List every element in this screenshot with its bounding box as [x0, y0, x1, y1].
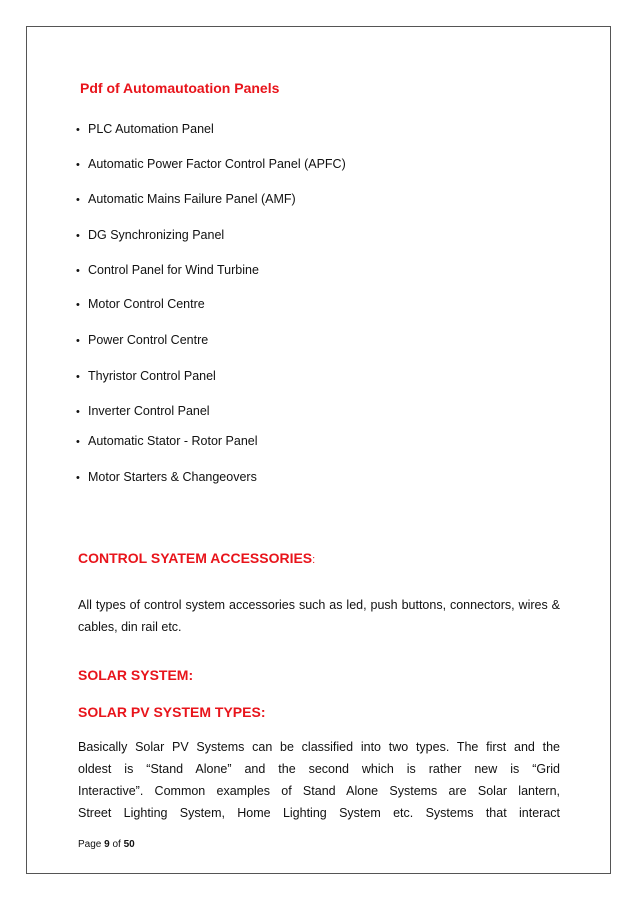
paragraph-line: Basically Solar PV Systems can be classified into two types. The first and the — [78, 740, 560, 754]
paragraph-line: Street Lighting System, Home Lighting System etc. Systems that interact — [78, 806, 560, 820]
list-item — [76, 122, 214, 136]
footer-total-pages: 50 — [123, 839, 135, 850]
list-item-label: Control Panel for Wind Turbine — [88, 263, 259, 277]
solar-types-heading: SOLAR PV SYSTEM TYPES: — [78, 704, 266, 720]
list-item — [76, 434, 258, 448]
footer-page-label: Page — [78, 839, 102, 850]
paragraph-line: oldest is “Stand Alone” and the second which is rather new is “Grid — [78, 762, 560, 776]
list-item — [76, 404, 210, 418]
list-item-label: Automatic Power Factor Control Panel (APFC) — [88, 157, 346, 171]
list-item — [76, 192, 296, 206]
accessories-heading-colon: : — [312, 554, 316, 566]
list-item-label: Inverter Control Panel — [88, 404, 210, 418]
list-item-label: Automatic Mains Failure Panel (AMF) — [88, 192, 296, 206]
list-item-label: Automatic Stator - Rotor Panel — [88, 434, 258, 448]
list-item — [76, 263, 259, 277]
bullet-icon: • — [76, 194, 80, 206]
solar-paragraph — [78, 736, 560, 824]
solar-heading: SOLAR SYSTEM: — [78, 667, 194, 683]
list-item — [76, 228, 224, 242]
list-item-label: PLC Automation Panel — [88, 122, 214, 136]
list-item — [76, 297, 205, 311]
footer-of-label: of — [112, 839, 121, 850]
bullet-icon: • — [76, 371, 80, 383]
list-item-label: Power Control Centre — [88, 333, 209, 347]
footer-page-number: 9 — [104, 839, 110, 850]
accessories-paragraph: All types of control system accessories such as led, push buttons, connectors, wires & cables, din rail etc. — [78, 598, 560, 634]
list-item — [76, 157, 346, 171]
bullet-icon: • — [76, 299, 80, 311]
panels-heading: Pdf of Automautoation Panels — [80, 80, 280, 96]
bullet-icon: • — [76, 406, 80, 418]
accessories-heading-text: CONTROL SYATEM ACCESSORIES — [78, 550, 313, 566]
bullet-icon: • — [76, 472, 80, 484]
list-item — [76, 470, 257, 484]
bullet-icon: • — [76, 230, 80, 242]
bullet-icon: • — [76, 124, 80, 136]
list-item — [76, 333, 208, 347]
paragraph-line: Interactive”. Common examples of Stand Alone Systems are Solar lantern, — [78, 784, 560, 798]
list-item-label: Thyristor Control Panel — [88, 369, 216, 383]
bullet-icon: • — [76, 335, 80, 347]
list-item-label: Motor Starters & Changeovers — [88, 470, 257, 484]
bullet-icon: • — [76, 159, 80, 171]
bullet-icon: • — [76, 436, 80, 448]
list-item — [76, 369, 216, 383]
list-item-label: Motor Control Centre — [88, 297, 205, 311]
bullet-icon: • — [76, 265, 80, 277]
accessories-heading — [78, 550, 315, 566]
page-footer — [78, 839, 135, 850]
list-item-label: DG Synchronizing Panel — [88, 228, 225, 242]
